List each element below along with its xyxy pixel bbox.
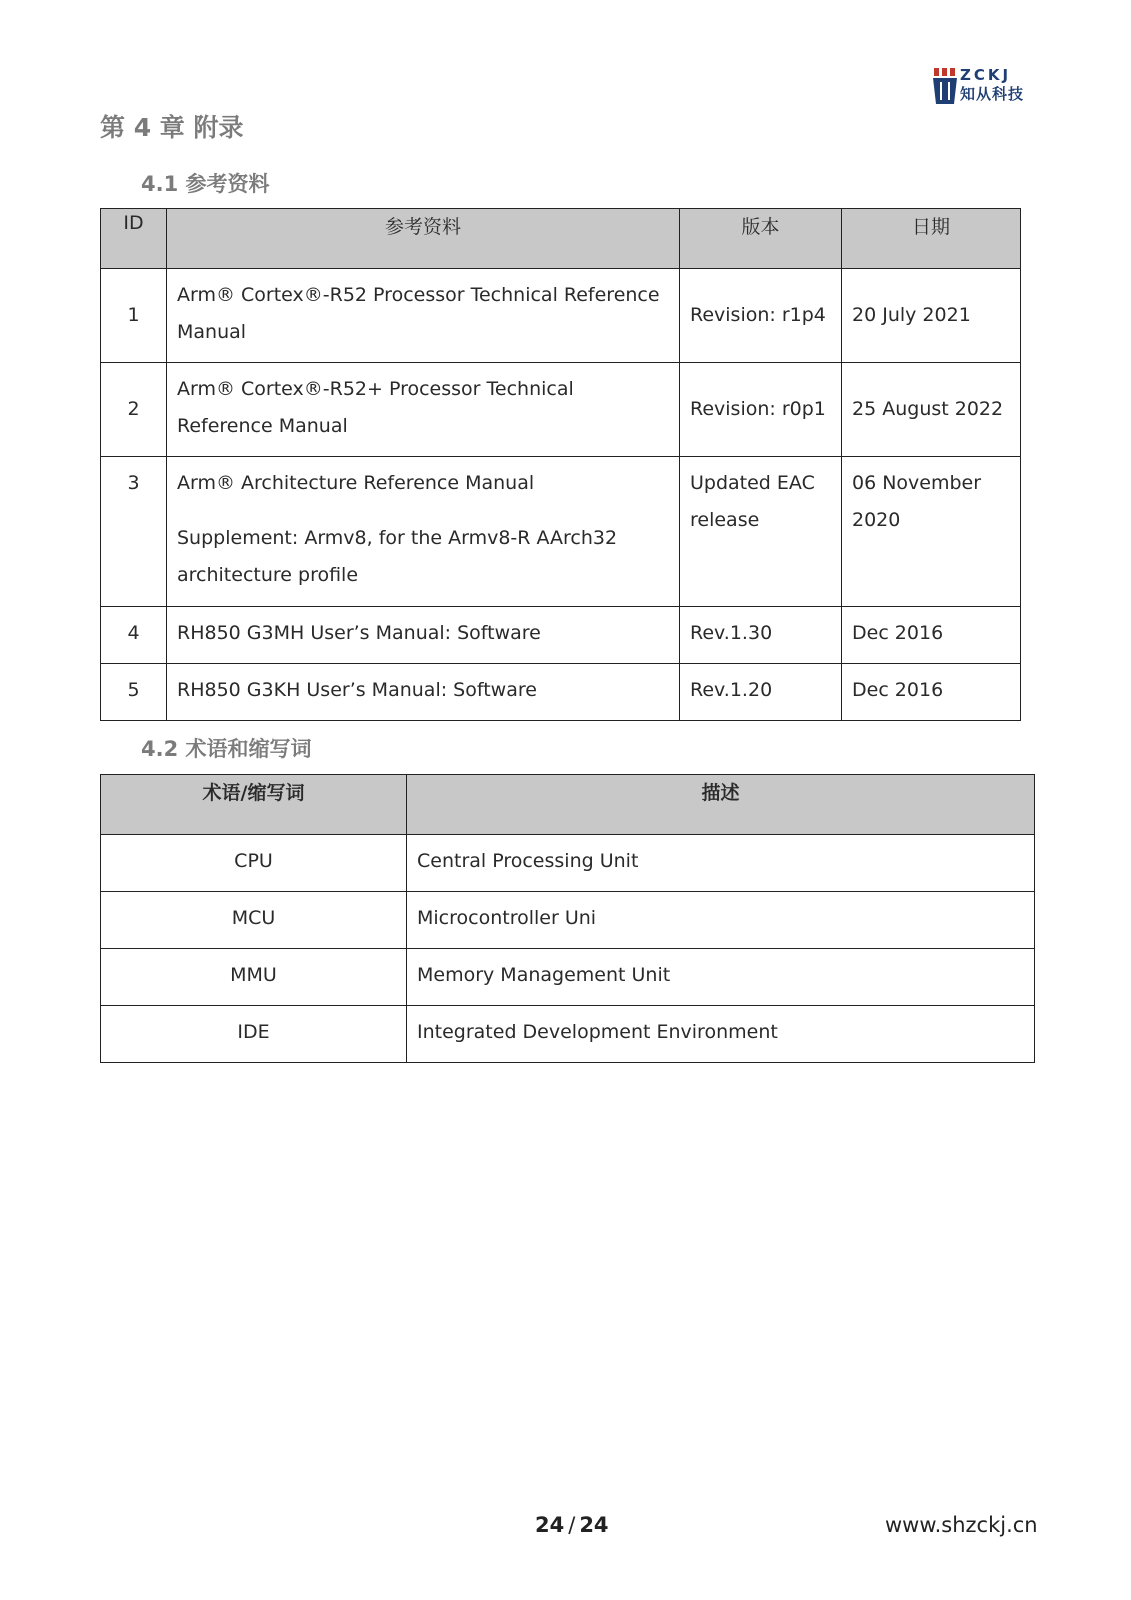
ref-id: 2 <box>127 398 140 420</box>
term-description: Central Processing Unit <box>417 850 639 872</box>
ref-version: Updated EAC release <box>690 472 815 531</box>
section-title-terms: 4.2 术语和缩写词 <box>141 737 312 761</box>
column-header-date: 日期 <box>842 209 1021 269</box>
term-description: Microcontroller Uni <box>417 907 597 929</box>
website-link[interactable]: www.shzckj.cn <box>885 1513 1038 1537</box>
ref-version: Revision: r1p4 <box>690 304 826 326</box>
table-row <box>101 269 1021 363</box>
term: IDE <box>237 1021 270 1043</box>
ref-doc: RH850 G3MH User’s Manual: Software <box>177 622 541 644</box>
ref-version: Rev.1.20 <box>690 679 773 701</box>
ref-version: Rev.1.30 <box>690 622 773 644</box>
table-row <box>101 457 1021 607</box>
terms-table <box>100 774 1035 1063</box>
page-current: 24 <box>535 1513 565 1537</box>
table-header-row <box>101 775 1035 835</box>
table-row <box>101 664 1021 721</box>
ref-id: 5 <box>127 679 140 701</box>
table-row <box>101 363 1021 457</box>
ref-id: 1 <box>127 304 140 326</box>
ref-version: Revision: r0p1 <box>690 398 826 420</box>
column-header-reference: 参考资料 <box>167 209 680 269</box>
ref-doc-supplement: Supplement: Armv8, for the Armv8-R AArch32 architecture profile <box>177 527 618 586</box>
ref-doc: Arm® Architecture Reference Manual <box>177 472 535 494</box>
column-header-id: ID <box>101 209 167 269</box>
table-row <box>101 1006 1035 1063</box>
table-header-row <box>101 209 1021 269</box>
logo-cn-text: 知从科技 <box>960 85 1025 103</box>
term-description: Memory Management Unit <box>417 964 671 986</box>
logo-latin-text: ZCKJ <box>960 66 1012 84</box>
section-title-references: 4.1 参考资料 <box>141 172 270 196</box>
table-row <box>101 892 1035 949</box>
table-row <box>101 949 1035 1006</box>
ref-doc: Arm® Cortex®-R52+ Processor Technical Reference Manual <box>177 378 574 437</box>
ref-id: 3 <box>127 472 140 494</box>
term: MMU <box>230 964 277 986</box>
page-separator: / <box>568 1513 576 1537</box>
column-header-version: 版本 <box>680 209 842 269</box>
column-header-term: 术语/缩写词 <box>101 775 407 835</box>
ref-date: 06 November 2020 <box>852 472 982 531</box>
term: MCU <box>231 907 276 929</box>
logo-mark-icon <box>932 68 958 104</box>
references-table <box>100 208 1021 721</box>
chapter-title: 第 4 章 附录 <box>100 113 244 142</box>
ref-id: 4 <box>127 622 140 644</box>
page-number <box>535 1513 609 1537</box>
ref-date: 25 August 2022 <box>852 398 1004 420</box>
column-header-description: 描述 <box>407 775 1035 835</box>
table-row <box>101 607 1021 664</box>
ref-date: Dec 2016 <box>852 679 944 701</box>
ref-doc: RH850 G3KH User’s Manual: Software <box>177 679 537 701</box>
ref-date: 20 July 2021 <box>852 304 971 326</box>
term-description: Integrated Development Environment <box>417 1021 778 1043</box>
term: CPU <box>234 850 273 872</box>
ref-doc: Arm® Cortex®-R52 Processor Technical Reference Manual <box>177 284 660 343</box>
page-total: 24 <box>579 1513 609 1537</box>
table-row <box>101 835 1035 892</box>
company-logo <box>932 66 1042 106</box>
ref-date: Dec 2016 <box>852 622 944 644</box>
